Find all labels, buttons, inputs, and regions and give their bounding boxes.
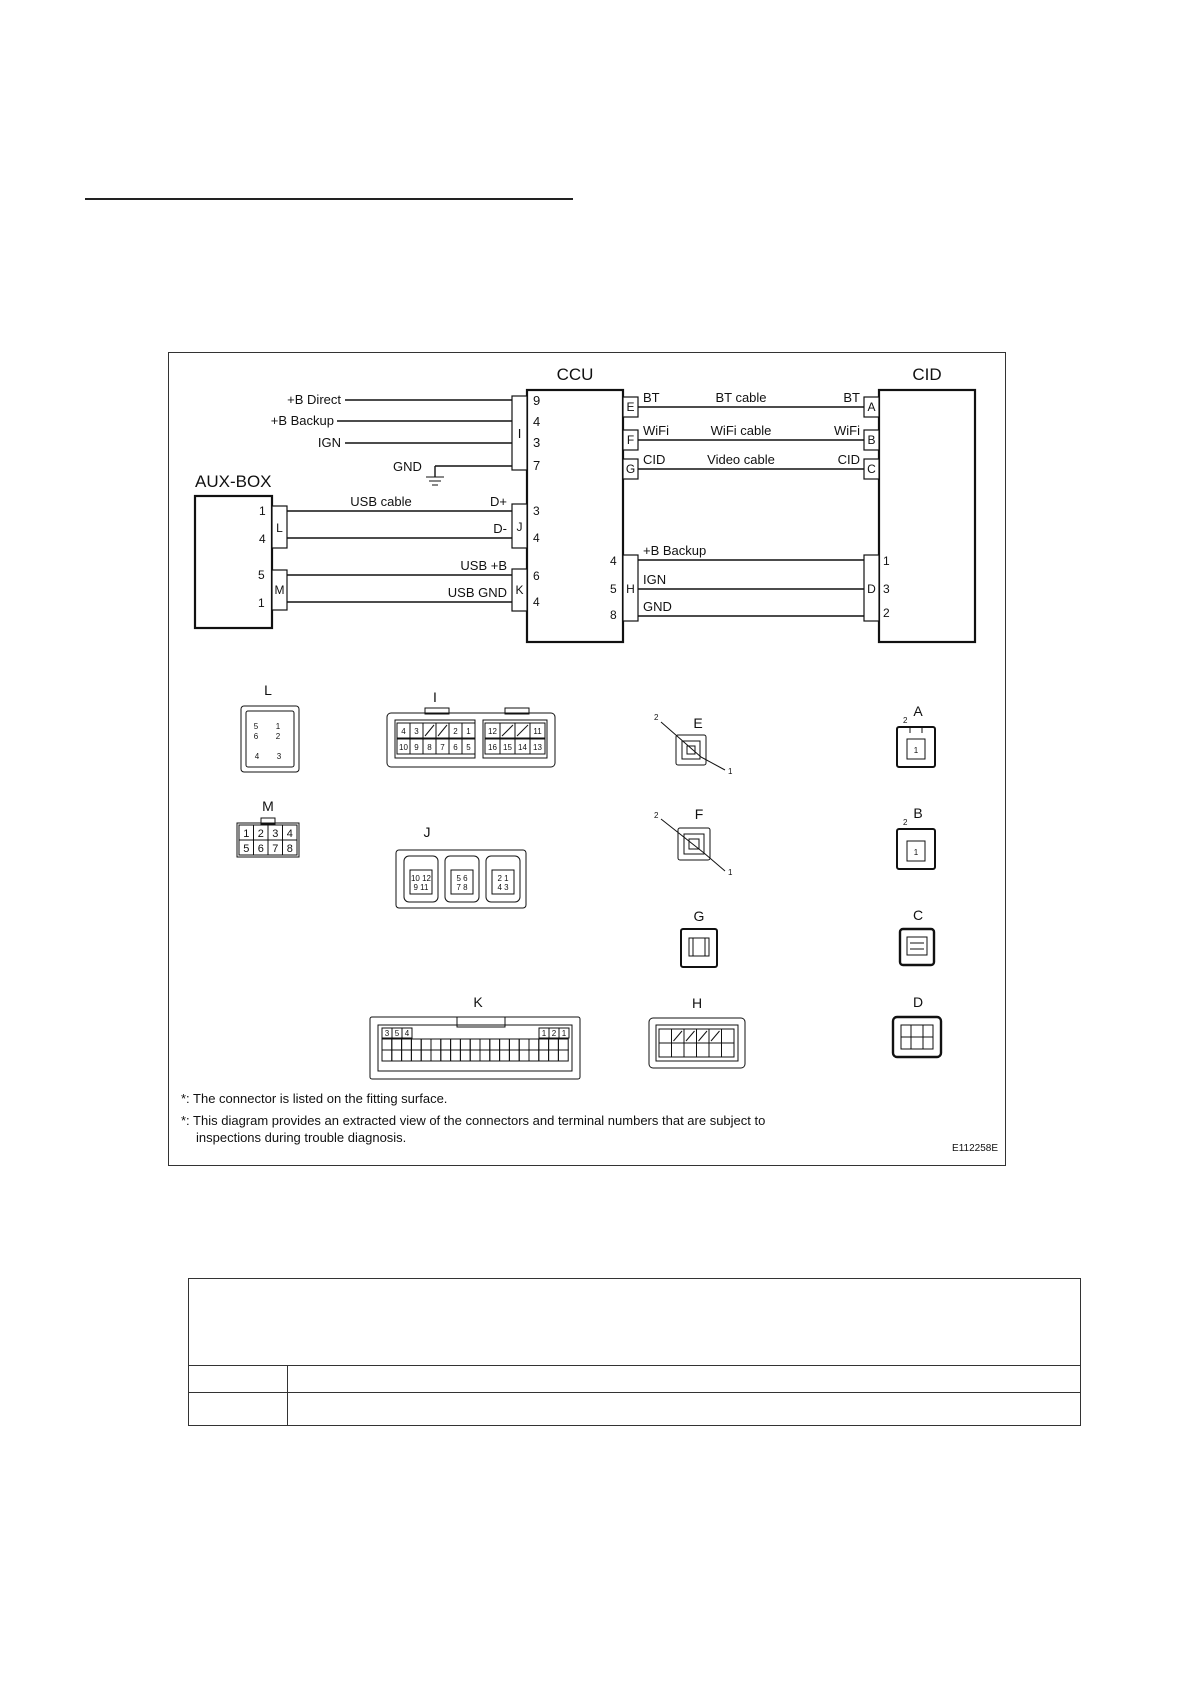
svg-text:G: G [693, 908, 705, 924]
note-line: inspections during trouble diagnosis. [196, 1130, 407, 1145]
pin-table [188, 1278, 1081, 1426]
svg-text:1: 1 [913, 746, 919, 755]
signal-label: D- [493, 521, 507, 536]
signal-label: +B Direct [287, 392, 341, 407]
svg-text:E: E [626, 400, 635, 414]
pin-cell [529, 1050, 539, 1061]
cable-label: BT cable [715, 390, 767, 405]
svg-text:M: M [274, 583, 285, 597]
svg-text:1: 1 [258, 596, 265, 610]
pin-number: 1 [541, 1029, 547, 1038]
pin-cell [421, 1039, 431, 1050]
signal-label: USB +B [460, 558, 507, 573]
connector-view-b [897, 805, 935, 869]
pin-number: 2 [551, 1029, 557, 1038]
svg-text:4: 4 [533, 531, 540, 545]
pin-cell [500, 1050, 510, 1061]
ccu-cid-power-links [610, 543, 890, 622]
pin-cell [441, 1039, 451, 1050]
svg-text:2: 2 [654, 713, 659, 722]
signal-label: CID [643, 452, 666, 467]
svg-text:L: L [276, 521, 283, 535]
pin-label: 3 [533, 435, 541, 450]
pin-cell [411, 1039, 421, 1050]
blank-pin [686, 1031, 695, 1041]
connector-view-c [900, 907, 934, 965]
pin-number: 1 [561, 1029, 567, 1038]
pin-cell [659, 1043, 672, 1057]
svg-text:1: 1 [275, 722, 281, 731]
pin-cell [722, 1043, 735, 1057]
pin-number: 4 3 [497, 883, 509, 892]
pin-number: 7 [440, 743, 445, 752]
pin-cell [509, 1050, 519, 1061]
pin-number: 4 [404, 1029, 410, 1038]
svg-text:L: L [264, 682, 272, 698]
table-cell [288, 1393, 1081, 1426]
note-line: *: This diagram provides an extracted view of the connectors and terminal numbers that are subject to [181, 1113, 766, 1128]
connector-view-h [649, 995, 745, 1068]
svg-text:M: M [262, 798, 274, 814]
pin-number: 2 1 [497, 874, 509, 883]
pin-number: 14 [518, 743, 527, 752]
svg-text:H: H [691, 995, 703, 1011]
svg-text:4: 4 [259, 532, 266, 546]
pin-cell [460, 1039, 470, 1050]
cable-label: USB cable [350, 494, 412, 509]
pin-cell [519, 1050, 529, 1061]
pin-number: 5 [243, 843, 250, 855]
svg-text:I: I [433, 689, 437, 705]
pin-cell [659, 1029, 672, 1043]
pin-cell [402, 1039, 412, 1050]
signal-label: GND [393, 459, 422, 474]
pin-label: 4 [533, 414, 541, 429]
pin-cell [402, 1050, 412, 1061]
pin-number: 1 [466, 727, 471, 736]
pin-cell [470, 1039, 480, 1050]
blank-pin [425, 725, 434, 736]
svg-text:1: 1 [728, 767, 733, 776]
signal-label: IGN [317, 435, 341, 450]
blank-pin [438, 725, 447, 736]
table-cell [288, 1366, 1081, 1393]
svg-text:F: F [694, 806, 704, 822]
svg-text:4: 4 [610, 554, 617, 568]
svg-text:1: 1 [259, 504, 266, 518]
pin-cell [558, 1039, 568, 1050]
pin-cell [480, 1039, 490, 1050]
svg-text:6: 6 [253, 732, 259, 741]
connector-view-f [654, 806, 733, 877]
svg-text:H: H [626, 582, 635, 596]
pin-cell [672, 1043, 685, 1057]
pin-number: 1 [243, 828, 250, 840]
diagram-notes [181, 1091, 998, 1154]
pin-number: 6 [257, 843, 264, 855]
pin-number: 5 6 [456, 874, 468, 883]
svg-text:C: C [867, 462, 876, 476]
pin-cell [441, 1050, 451, 1061]
cid-unit [879, 365, 975, 642]
ccu-unit [527, 365, 623, 642]
svg-text:8: 8 [610, 608, 617, 622]
connector-view-j [396, 824, 526, 908]
pin-number: 9 [414, 743, 419, 752]
svg-text:G: G [625, 462, 636, 476]
pin-cell [451, 1039, 461, 1050]
pin-cell [500, 1039, 510, 1050]
pin-cell [431, 1050, 441, 1061]
pin-number: 8 [286, 843, 293, 855]
svg-text:F: F [626, 433, 635, 447]
blank-pin [517, 725, 528, 736]
svg-text:D: D [867, 582, 876, 596]
svg-text:6: 6 [533, 569, 540, 583]
pin-cell [490, 1039, 500, 1050]
pin-cell [382, 1039, 392, 1050]
pin-cell [431, 1039, 441, 1050]
note-line: *: The connector is listed on the fitting surface. [181, 1091, 448, 1106]
pin-cell [697, 1043, 710, 1057]
pin-cell [382, 1050, 392, 1061]
pin-cell [539, 1039, 549, 1050]
blank-pin [674, 1031, 683, 1041]
svg-text:2: 2 [903, 818, 908, 827]
pin-cell [549, 1050, 559, 1061]
svg-text:3: 3 [883, 582, 890, 596]
svg-text:B: B [867, 433, 876, 447]
pin-number: 9 11 [413, 883, 429, 892]
svg-text:A: A [913, 703, 923, 719]
signal-label: CID [837, 452, 860, 467]
table-header-cell [189, 1279, 1081, 1366]
svg-text:J: J [423, 824, 431, 840]
signal-label: USB GND [447, 585, 507, 600]
cable-label: WiFi cable [710, 423, 772, 438]
pin-number: 4 [286, 828, 293, 840]
connector-view-k [370, 994, 580, 1079]
connector-view-i [387, 689, 555, 767]
pin-number: 11 [533, 727, 542, 736]
pin-number: 7 [272, 843, 279, 855]
svg-text:4: 4 [254, 752, 260, 761]
blank-pin [699, 1031, 708, 1041]
pin-cell [684, 1043, 697, 1057]
signal-label: BT [843, 390, 860, 405]
pin-cell [558, 1050, 568, 1061]
svg-text:1: 1 [883, 554, 890, 568]
svg-text:5: 5 [610, 582, 617, 596]
table-cell [189, 1393, 288, 1426]
pin-number: 10 12 [410, 874, 432, 883]
section-underline [85, 198, 573, 200]
svg-text:K: K [473, 994, 483, 1010]
pin-label: 7 [533, 458, 541, 473]
svg-text:K: K [515, 583, 524, 597]
signal-label: +B Backup [643, 543, 707, 558]
ccu-input-wires [271, 392, 512, 485]
pin-number: 16 [488, 743, 497, 752]
ccu-label: CCU [556, 365, 594, 384]
signal-label: WiFi [643, 423, 669, 438]
pin-cell [460, 1050, 470, 1061]
cid-label: CID [912, 365, 942, 384]
table-cell [189, 1366, 288, 1393]
pin-cell [490, 1050, 500, 1061]
pin-number: 10 [399, 743, 408, 752]
pin-number: 5 [394, 1029, 400, 1038]
svg-text:B: B [913, 805, 923, 821]
pin-label: 9 [533, 393, 541, 408]
pin-cell [529, 1039, 539, 1050]
connector-view-e [654, 713, 733, 776]
figure-id: E112258E [952, 1143, 998, 1154]
pin-cell [411, 1050, 421, 1061]
cable-label: Video cable [707, 452, 775, 467]
signal-label: WiFi [834, 423, 860, 438]
signal-label: +B Backup [270, 413, 334, 428]
pin-number: 5 [466, 743, 471, 752]
svg-text:5: 5 [253, 722, 259, 731]
pin-cell [539, 1050, 549, 1061]
pin-cell [722, 1029, 735, 1043]
pin-cell [509, 1039, 519, 1050]
svg-text:1: 1 [913, 848, 919, 857]
pin-number: 2 [453, 727, 458, 736]
pin-number: 7 8 [456, 883, 468, 892]
pin-cell [421, 1050, 431, 1061]
pin-cell [392, 1039, 402, 1050]
svg-text:A: A [867, 400, 876, 414]
signal-label: BT [643, 390, 660, 405]
pin-cell [470, 1050, 480, 1061]
connector-view-m [237, 798, 299, 857]
svg-text:1: 1 [728, 868, 733, 877]
pin-cell [451, 1050, 461, 1061]
svg-text:J: J [516, 520, 523, 534]
pin-number: 4 [401, 727, 406, 736]
pin-number: 13 [533, 743, 542, 752]
aux-box-label: AUX-BOX [195, 472, 272, 491]
svg-text:2: 2 [275, 732, 281, 741]
pin-number: 2 [257, 828, 264, 840]
svg-text:D: D [912, 994, 924, 1010]
signal-label: GND [643, 599, 672, 614]
svg-text:I: I [517, 426, 522, 441]
connector-view-a [897, 703, 935, 767]
pin-number: 12 [488, 727, 497, 736]
pin-cell [480, 1050, 490, 1061]
svg-text:5: 5 [258, 568, 265, 582]
svg-text:2: 2 [883, 606, 890, 620]
ccu-cid-signal-links [623, 390, 879, 479]
pin-number: 3 [272, 828, 279, 840]
pin-number: 6 [453, 743, 458, 752]
blank-pin [502, 725, 513, 736]
usb-wires [287, 494, 512, 602]
aux-box-unit [195, 472, 287, 628]
blank-pin [711, 1031, 720, 1041]
svg-text:3: 3 [276, 752, 282, 761]
pin-cell [549, 1039, 559, 1050]
svg-text:2: 2 [654, 811, 659, 820]
svg-text:4: 4 [533, 595, 540, 609]
pin-cell [519, 1039, 529, 1050]
pin-number: 15 [503, 743, 512, 752]
svg-text:3: 3 [533, 504, 540, 518]
wiring-diagram [168, 352, 1006, 1166]
pin-number: 3 [384, 1029, 390, 1038]
connector-view-l [241, 682, 299, 772]
pin-number: 3 [414, 727, 419, 736]
svg-text:C: C [912, 907, 924, 923]
pin-cell [709, 1043, 722, 1057]
pin-number: 8 [427, 743, 432, 752]
svg-text:E: E [693, 715, 703, 731]
signal-label: D+ [490, 494, 507, 509]
svg-text:2: 2 [903, 716, 908, 725]
connector-view-g [681, 908, 717, 967]
pin-cell [392, 1050, 402, 1061]
connector-view-d [893, 994, 941, 1057]
signal-label: IGN [643, 572, 667, 587]
